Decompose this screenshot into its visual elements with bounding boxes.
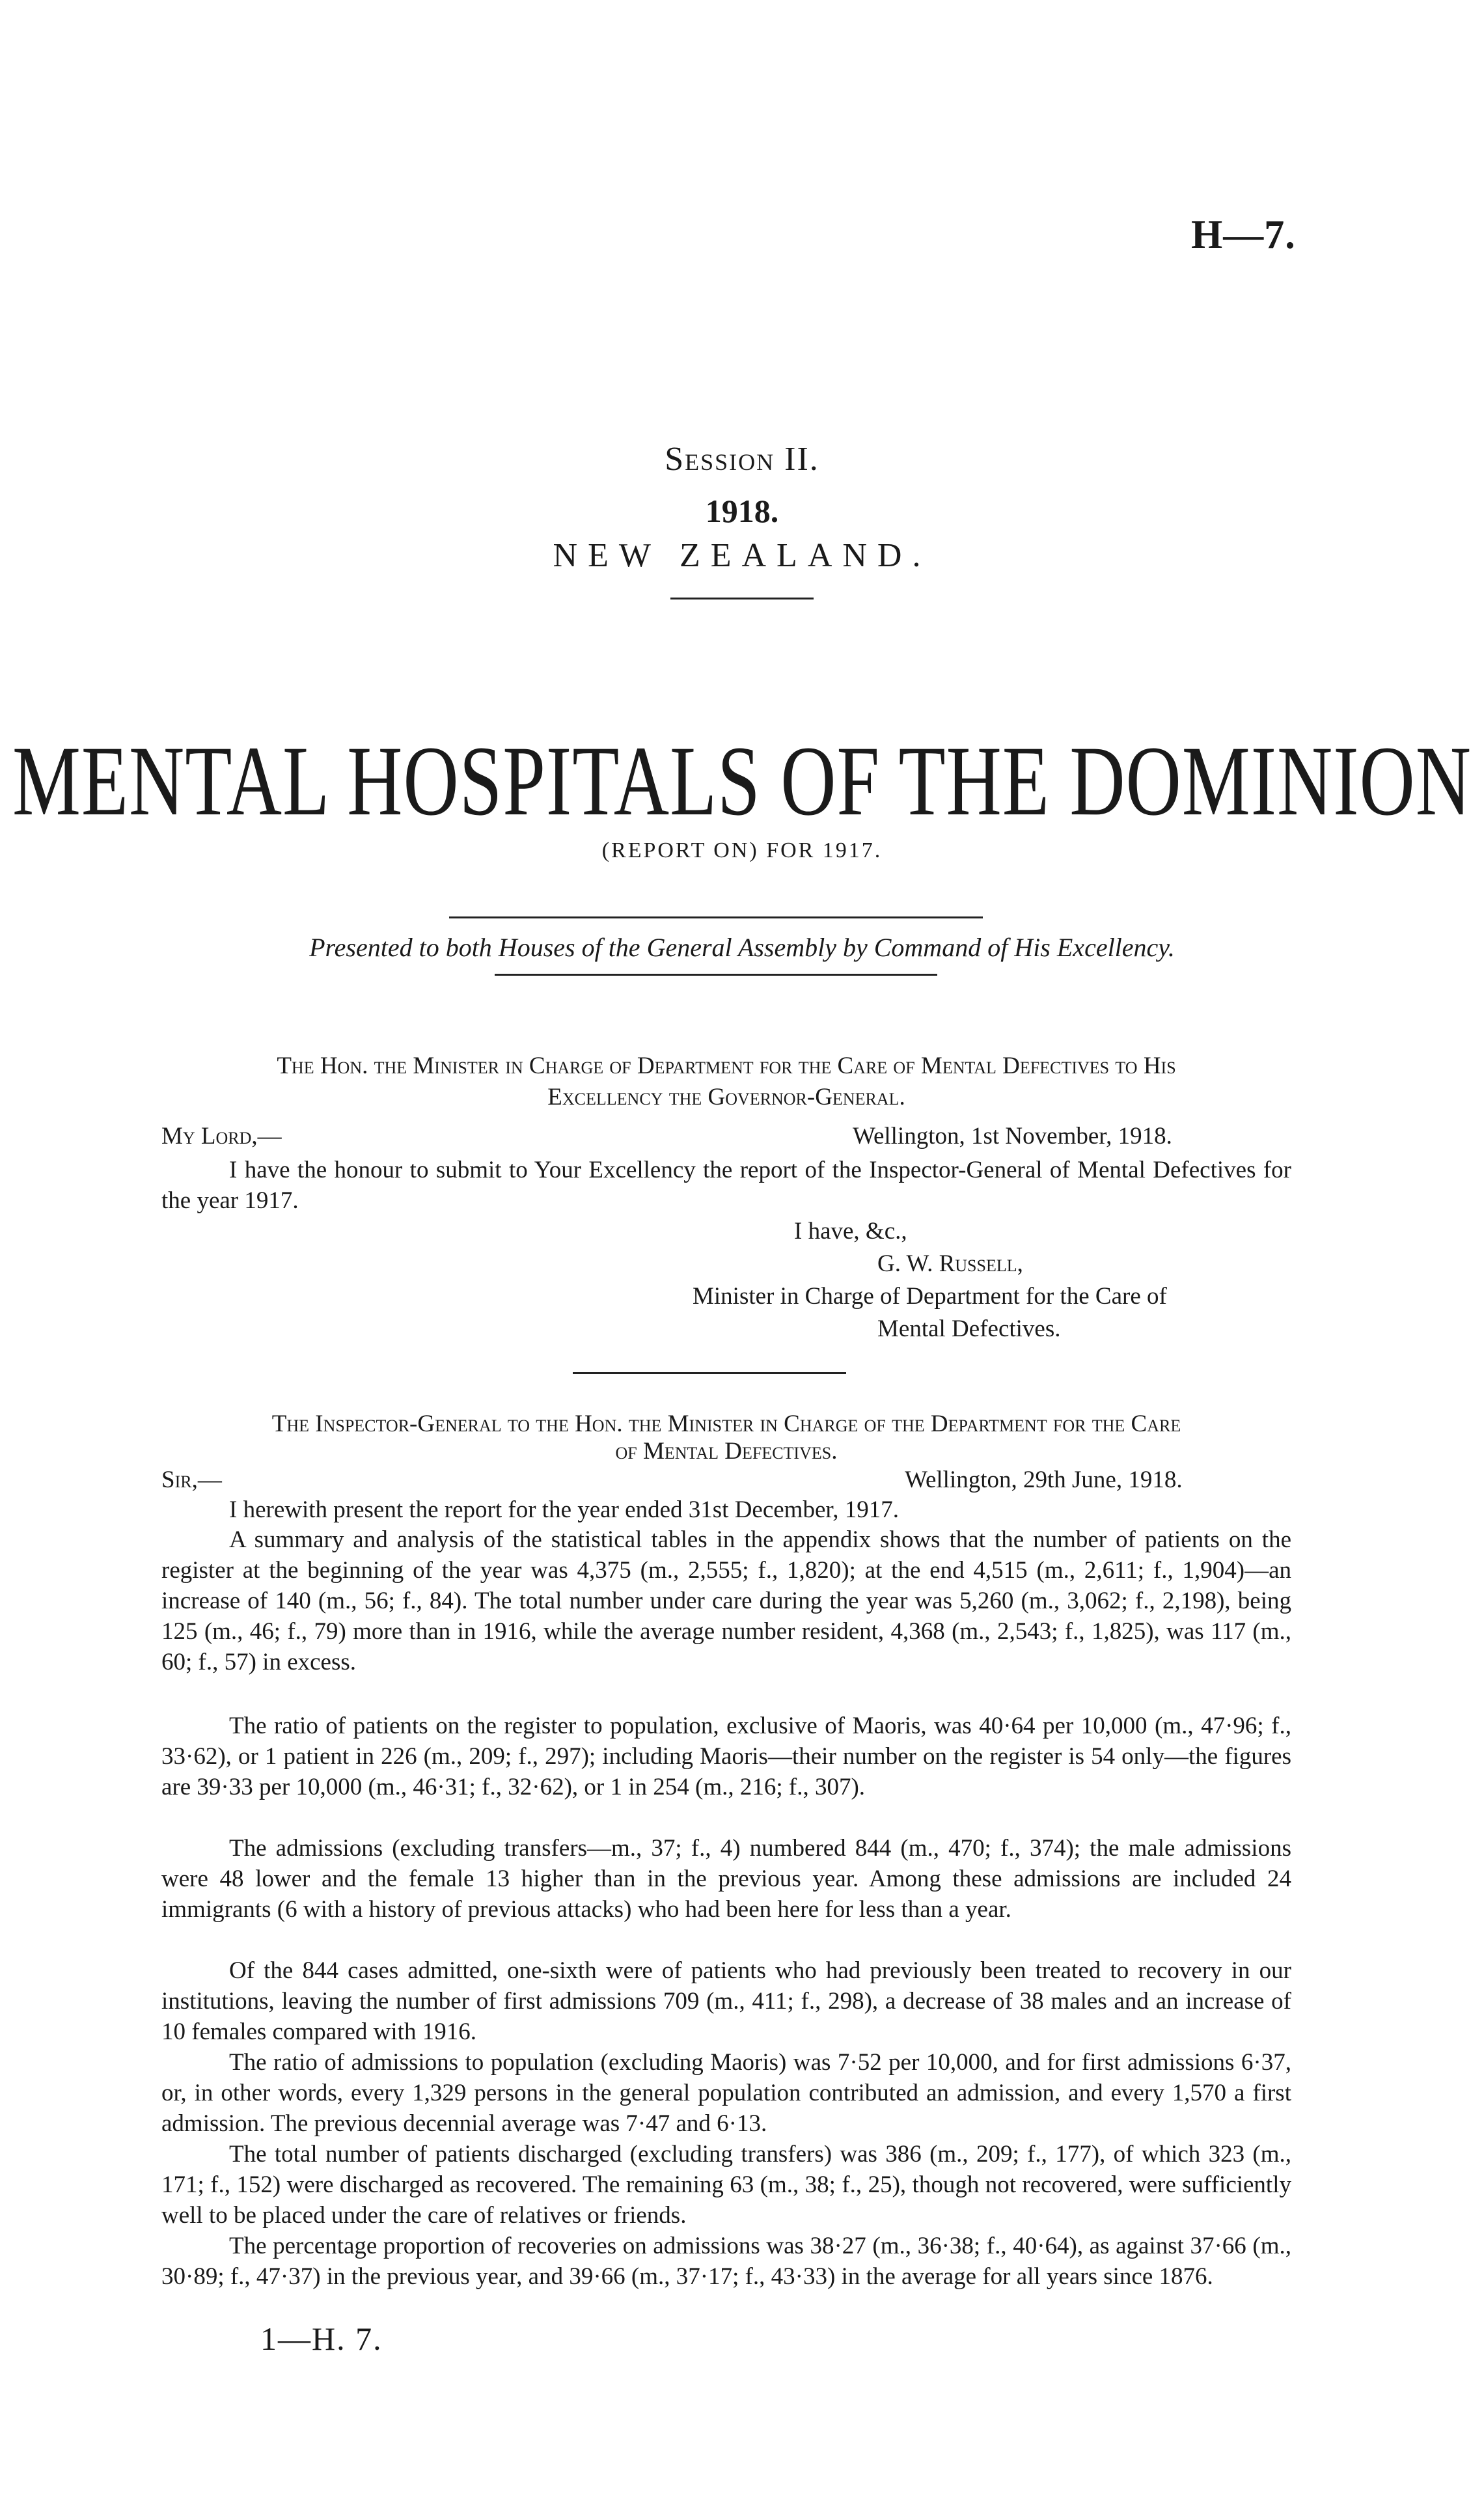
paragraph: The total number of patients discharged (excluding transfers) was 386 (m., 209; f., 177), of which 323 (m., 171; f., 152) were discharged as recovered. The remaining 63 (m., 38; f., 25), though not recovered, were sufficiently well to be placed under the care of relatives or friends.	[161, 2141, 1291, 2229]
presented-rule-bottom	[495, 974, 937, 976]
letter1-title-line1: Minister in Charge of Department for the Care of	[693, 1283, 1167, 1310]
report-title: MENTAL HOSPITALS OF THE DOMINION	[12, 725, 1472, 836]
paragraph: I herewith present the report for the year ended 31st December, 1917.	[229, 1496, 899, 1523]
session-label: Session II.	[665, 441, 819, 478]
presented-rule-top	[449, 916, 983, 918]
letter2-heading-line1: The Inspector-General to the Hon. the Minister in Charge of the Department for the Care	[271, 1411, 1181, 1437]
footer-page-code: 1—H. 7.	[260, 2320, 383, 2357]
letter1-signature: G. W. Russell,	[877, 1250, 1023, 1277]
session-year: 1918.	[705, 493, 779, 529]
letter1-title-line2: Mental Defectives.	[877, 1315, 1061, 1342]
letter1-heading-line1: The Hon. the Minister in Charge of Department for the Care of Mental Defectives to His	[277, 1053, 1176, 1079]
title-divider	[670, 598, 814, 599]
page-code: H—7.	[1191, 213, 1296, 257]
letter2-heading-line2: of Mental Defectives.	[615, 1438, 838, 1465]
country-name: NEW ZEALAND.	[553, 537, 931, 574]
letter1-closing: I have, &c.,	[794, 1218, 907, 1245]
paragraph: The admissions (excluding transfers—m., 37; f., 4) numbered 844 (m., 470; f., 374); the male admissions were 48 lower and the female 13 higher than in the previous year. Among these admissions are included 24 immigrants (6 with a history of previous attacks) who had been here for less than a year.	[161, 1835, 1291, 1923]
paragraph: A summary and analysis of the statistical tables in the appendix shows that the number of patients on the register at the beginning of the year was 4,375 (m., 2,555; f., 1,820); at the end 4,515 (m., 2,611; f., 1,904)—an increase of 140 (m., 56; f., 84). The total number under care during the year was 5,260 (m., 3,062; f., 2,198), being 125 (m., 46; f., 79) more than in 1916, while the average number resident, 4,368 (m., 2,543; f., 1,825), was 117 (m., 60; f., 57) in excess.	[161, 1526, 1291, 1675]
letter1-body: I have the honour to submit to Your Excellency the report of the Inspector-General of Mental Defectives for the year 1917.	[161, 1157, 1291, 1214]
paragraph: The percentage proportion of recoveries on admissions was 38·27 (m., 36·38; f., 40·64), as against 37·66 (m., 30·89; f., 47·37) in the previous year, and 39·66 (m., 37·17; f., 43·33) in the average for all years since 1876.	[161, 2233, 1291, 2290]
letter2-date: Wellington, 29th June, 1918.	[905, 1466, 1183, 1493]
letter1-heading-line2: Excellency the Governor-General.	[547, 1084, 905, 1110]
letter-divider	[573, 1372, 846, 1374]
presented-line: Presented to both Houses of the General Assembly by Command of His Excellency.	[309, 933, 1175, 962]
paragraph: The ratio of admissions to population (excluding Maoris) was 7·52 per 10,000, and for first admissions 6·37, or, in other words, every 1,329 persons in the general population contributed an admission, and every 1,570 a first admission. The previous decennial average was 7·47 and 6·13.	[161, 2049, 1291, 2137]
letter1-date: Wellington, 1st November, 1918.	[853, 1123, 1172, 1150]
paragraph: Of the 844 cases admitted, one-sixth were of patients who had previously been treated to recovery in our institutions, leaving the number of first admissions 709 (m., 411; f., 298), a decrease of 38 males and an increase of 10 females compared with 1916.	[161, 1957, 1291, 2045]
paragraph: The ratio of patients on the register to population, exclusive of Maoris, was 40·64 per 10,000 (m., 47·96; f., 33·62), or 1 patient in 226 (m., 209; f., 297); including Maoris—their number on the register is 54 only—the figures are 39·33 per 10,000 (m., 46·31; f., 32·62), or 1 in 254 (m., 216; f., 307).	[161, 1713, 1291, 1800]
letter1-salutation: My Lord,—	[161, 1123, 282, 1150]
report-subtitle: (REPORT ON) FOR 1917.	[601, 838, 883, 862]
letter2-salutation: Sir,—	[161, 1466, 222, 1493]
